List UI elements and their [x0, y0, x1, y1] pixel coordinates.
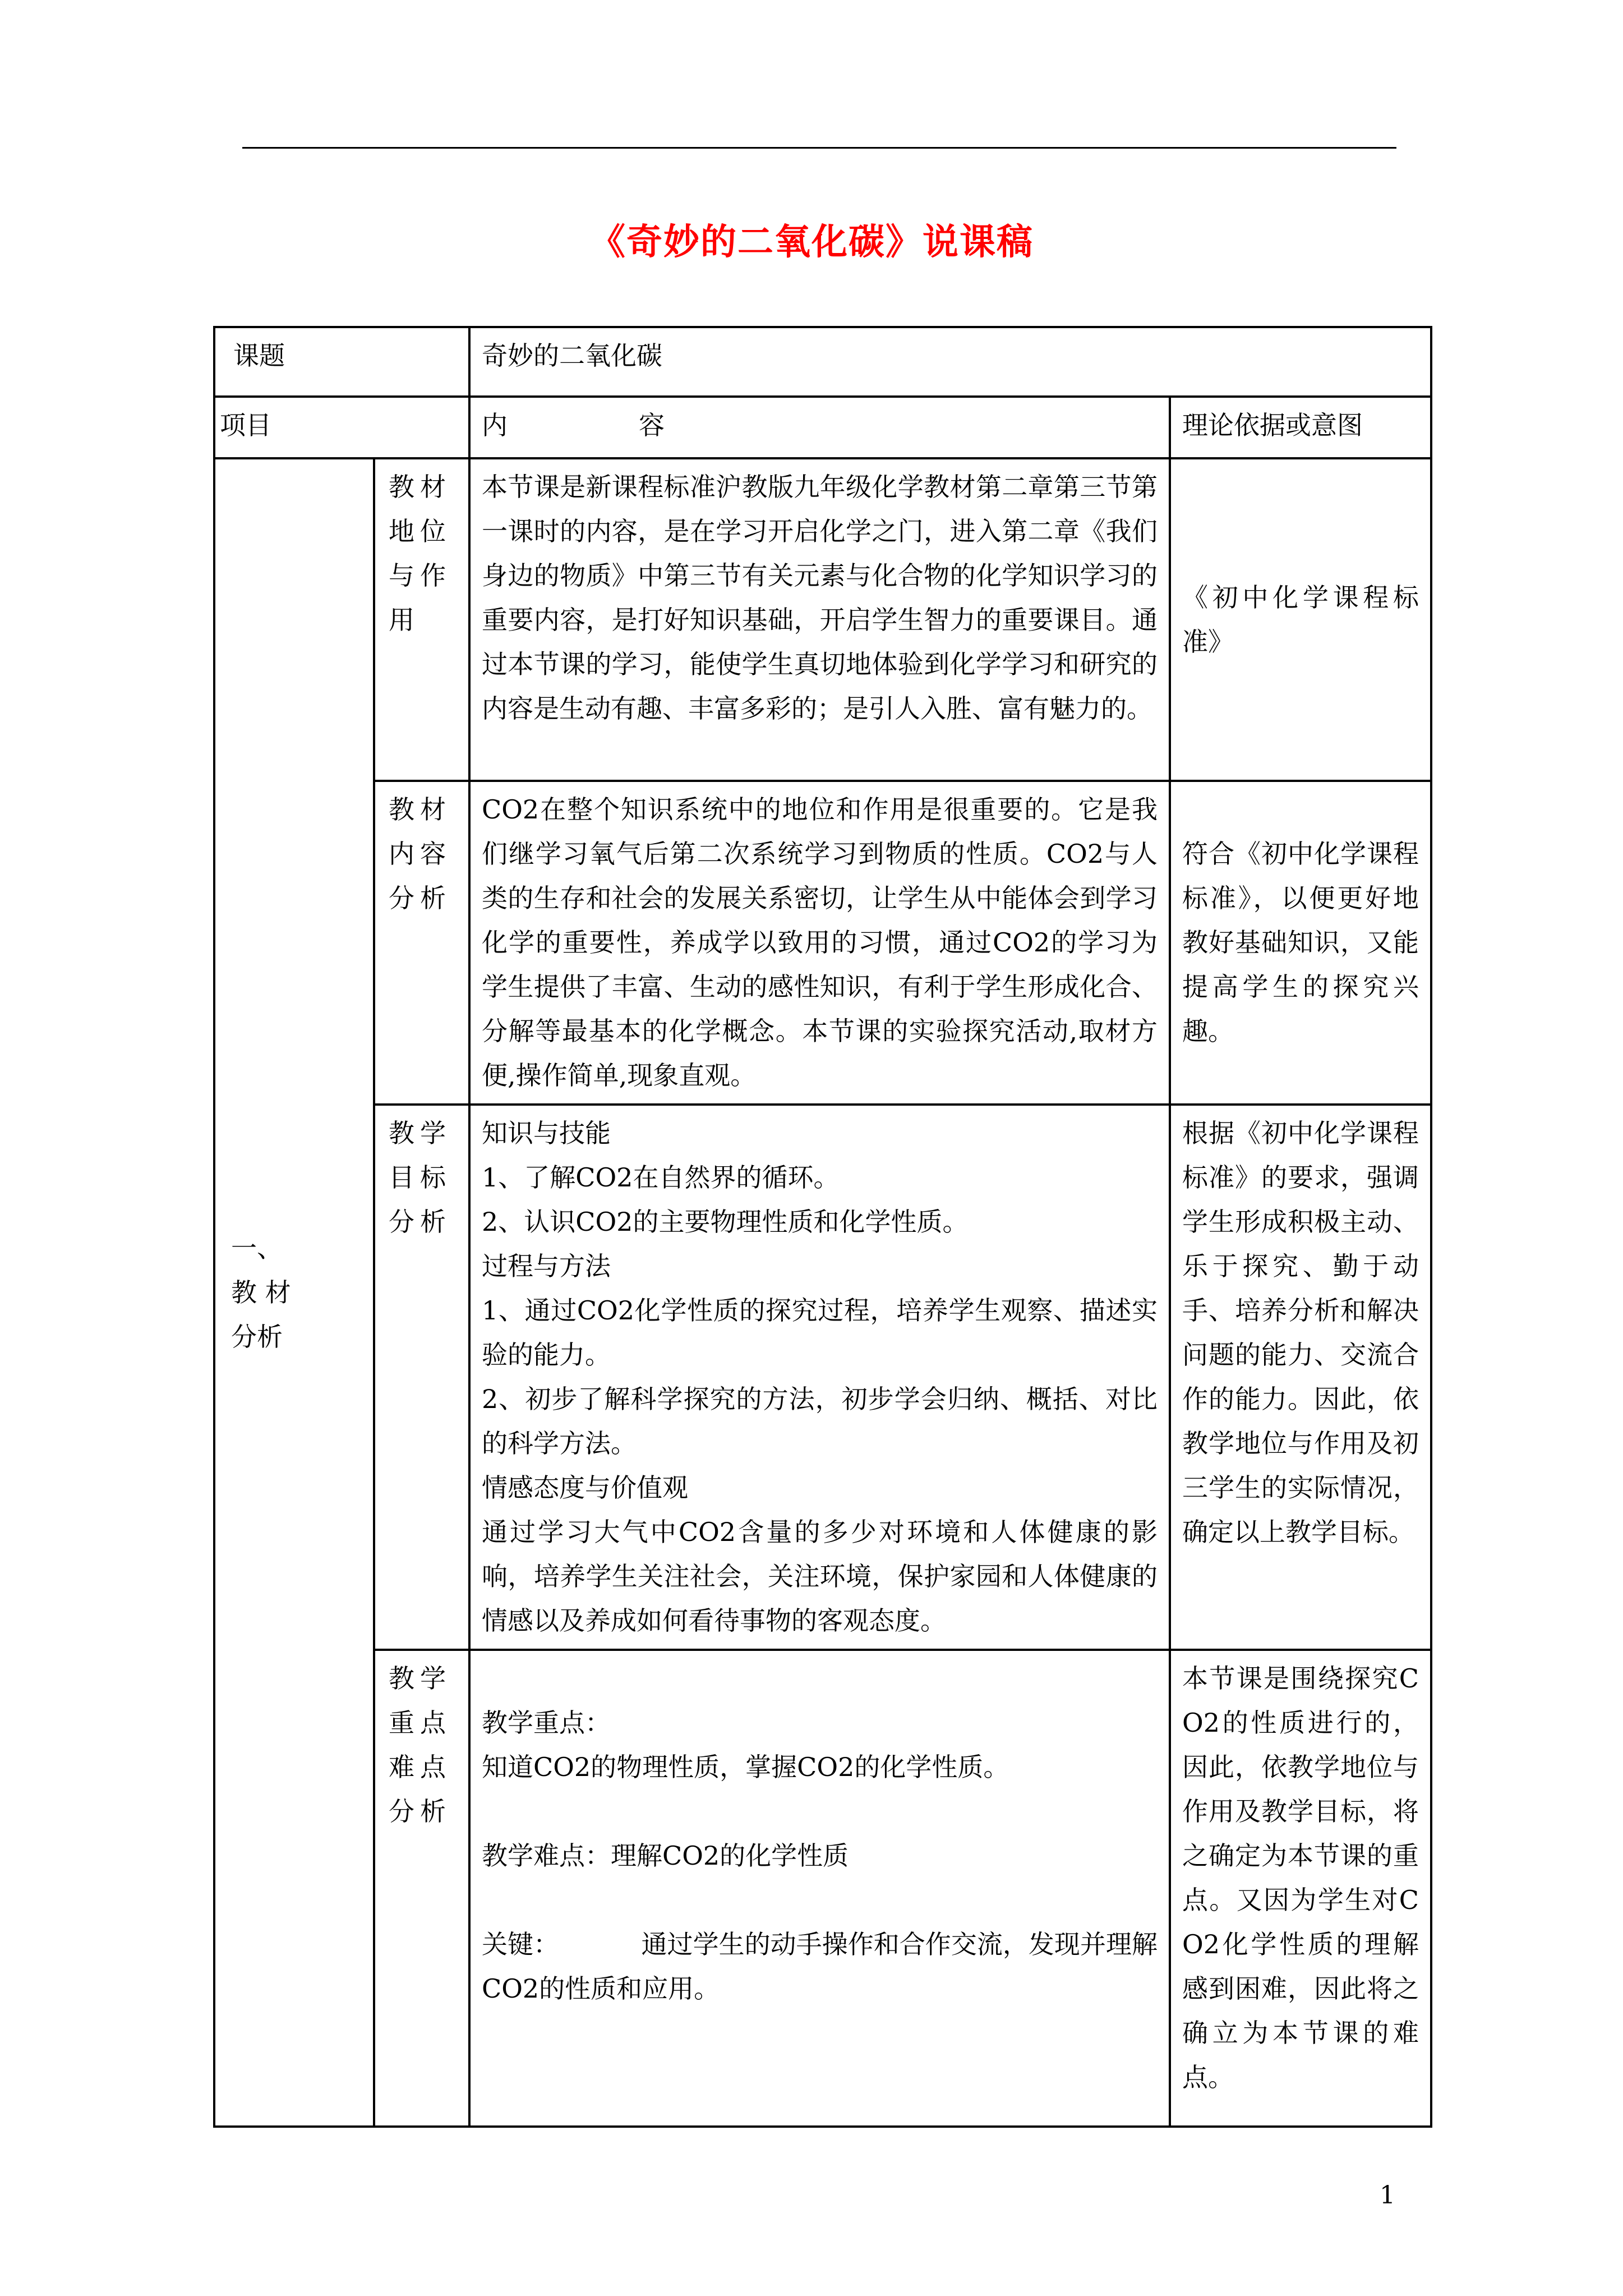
subject-value: 奇妙的二氧化碳: [469, 327, 1431, 397]
content-cell: [469, 1650, 1170, 2127]
table-row: [214, 781, 1431, 1105]
header-item: 项目: [214, 397, 469, 458]
header-rule: [242, 147, 1396, 149]
content-line: 1、了解CO2在自然界的循环。: [482, 1162, 840, 1193]
content-line: [482, 1657, 1158, 1701]
sub-item-label: 教材 地位 与作 用: [374, 458, 469, 781]
content-line: 2、初步了解科学探究的方法，初步学会归纳、概括、对比的科学方法。: [482, 1384, 1158, 1458]
header-content: 内 容: [469, 397, 1170, 458]
content-line: 关键： 通过学生的动手操作和合作交流，发现并理解CO2的性质和应用。: [482, 1929, 1158, 2004]
basis-cell: 根据《初中化学课程标准》的要求，强调学生形成积极主动、乐于探究、勤于动手、培养分析和解决问题的能力、交流合作的能力。因此，依教学地位与作用及初三学生的实际情况，确定以上教学目标。: [1170, 1105, 1431, 1650]
table-row: [214, 1650, 1431, 2127]
content-cell: CO2在整个知识系统中的地位和作用是很重要的。它是我们继学习氧气后第二次系统学习到物质的性质。CO2与人类的生存和社会的发展关系密切，让学生从中能体会到学习化学的重要性，养成学以致用的习惯，通过CO2的学习为学生提供了丰富、生动的感性知识，有利于学生形成化合、分解等最基本的化学概念。本节课的实验探究活动,取材方便,操作简单,现象直观。: [469, 781, 1170, 1105]
basis-cell: 符合《初中化学课程标准》，以便更好地教好基础知识，又能提高学生的探究兴趣。: [1170, 781, 1431, 1105]
subject-label: 课题: [214, 327, 469, 397]
content-line: 通过学习大气中CO2含量的多少对环境和人体健康的影响，培养学生关注社会，关注环境，保护家园和人体健康的情感以及养成如何看待事物的客观态度。: [482, 1517, 1158, 1636]
header-basis: 理论依据或意图: [1170, 397, 1431, 458]
content-line: 情感态度与价值观: [482, 1473, 688, 1503]
page-number: 1: [1380, 2181, 1395, 2210]
content-line: 过程与方法: [482, 1251, 611, 1281]
basis-cell: 本节课是围绕探究CO2的性质进行的，因此，依教学地位与作用及教学目标，将之确定为本节课的重点。又因为学生对CO2化学性质的理解感到困难，因此将之确立为本节课的难点。: [1170, 1650, 1431, 2127]
content-line: 教学重点：: [482, 1708, 611, 1738]
sub-item-label: 教学 重点 难点 分析: [374, 1650, 469, 2127]
content-line: 2、认识CO2的主要物理性质和化学性质。: [482, 1207, 969, 1237]
header-row: [214, 397, 1431, 458]
content-line: [482, 1878, 1158, 1922]
table-row: [214, 1105, 1431, 1650]
content-line: 知识与技能: [482, 1118, 611, 1148]
document-title: 《奇妙的二氧化碳》说课稿: [589, 222, 1034, 263]
subject-row: [214, 327, 1431, 397]
content-cell: [469, 1105, 1170, 1650]
sub-item-label: 教学 目标 分析: [374, 1105, 469, 1650]
content-line: 1、通过CO2化学性质的探究过程，培养学生观察、描述实验的能力。: [482, 1295, 1158, 1370]
section-label: 一、 教 材 分析: [214, 458, 374, 2127]
content-line: [482, 1789, 1158, 1834]
lesson-plan-table: [213, 326, 1432, 2128]
content-cell: 本节课是新课程标准沪教版九年级化学教材第二章第三节第一课时的内容，是在学习开启化学之门，进入第二章《我们身边的物质》中第三节有关元素与化合物的化学知识学习的重要内容，是打好知识基础，开启学生智力的重要课目。通过本节课的学习，能使学生真切地体验到化学学习和研究的内容是生动有趣、丰富多彩的；是引人入胜、富有魅力的。: [469, 458, 1170, 781]
table-row: [214, 458, 1431, 781]
basis-cell: 《初中化学课程标准》: [1170, 458, 1431, 781]
sub-item-label: 教材 内容 分析: [374, 781, 469, 1105]
content-line: 知道CO2的物理性质，掌握CO2的化学性质。: [482, 1752, 1009, 1782]
content-line: 教学难点：理解CO2的化学性质: [482, 1841, 849, 1871]
